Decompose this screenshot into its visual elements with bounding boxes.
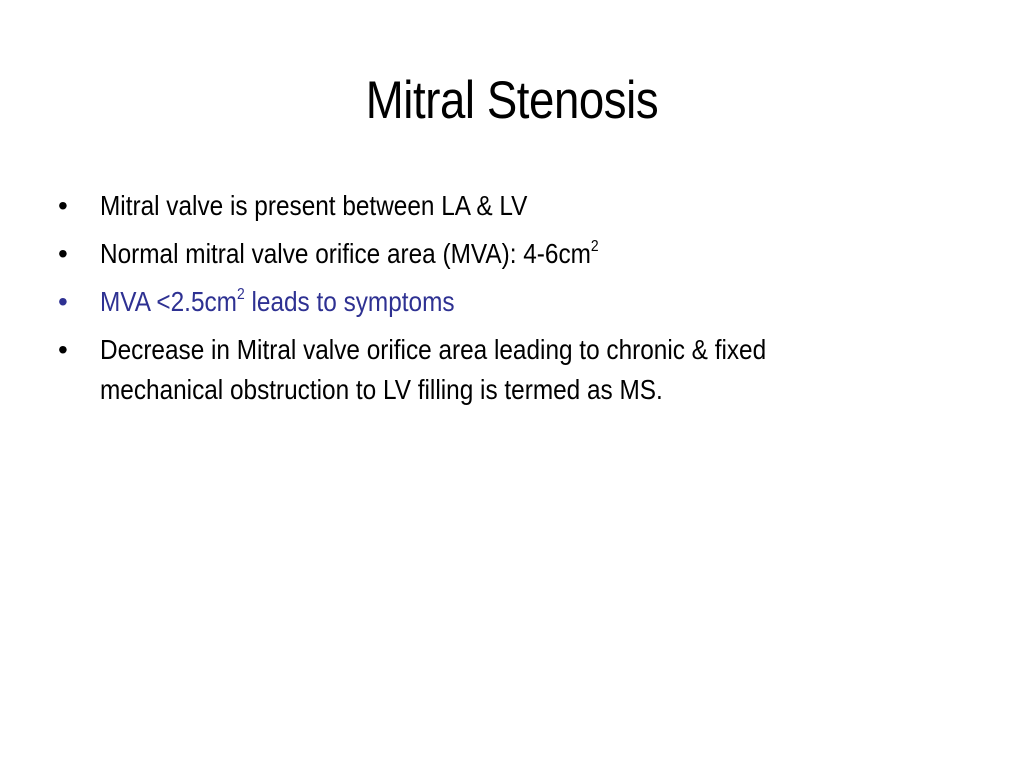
bullet-text (100, 282, 935, 322)
bullet-text-segment: leads to symptoms (244, 286, 455, 317)
bullet-item (58, 330, 958, 410)
bullet-text-segment: Mitral valve is present between LA & LV (100, 190, 528, 221)
superscript: 2 (590, 238, 599, 255)
bullet-text (100, 234, 935, 274)
superscript: 2 (236, 286, 245, 303)
slide-title: Mitral Stenosis (365, 71, 659, 130)
bullet-list (58, 186, 958, 418)
bullet-dot-icon: • (58, 334, 68, 365)
bullet-dot-icon: • (58, 238, 68, 269)
bullet-dot-icon: • (58, 190, 68, 221)
bullet-text (100, 186, 935, 226)
bullet-text-segment: Normal mitral valve orifice area (MVA): 4-6cm (100, 238, 591, 269)
bullet-item (58, 234, 958, 274)
bullet-text (100, 330, 935, 410)
bullet-item-highlighted (58, 282, 958, 322)
bullet-text-segment: MVA <2.5cm (100, 286, 237, 317)
bullet-item (58, 186, 958, 226)
bullet-text-line: Decrease in Mitral valve orifice area leading to chronic & fixed (100, 334, 767, 365)
bullet-text-line: mechanical obstruction to LV filling is termed as MS. (100, 374, 663, 405)
bullet-dot-icon: • (58, 286, 68, 317)
